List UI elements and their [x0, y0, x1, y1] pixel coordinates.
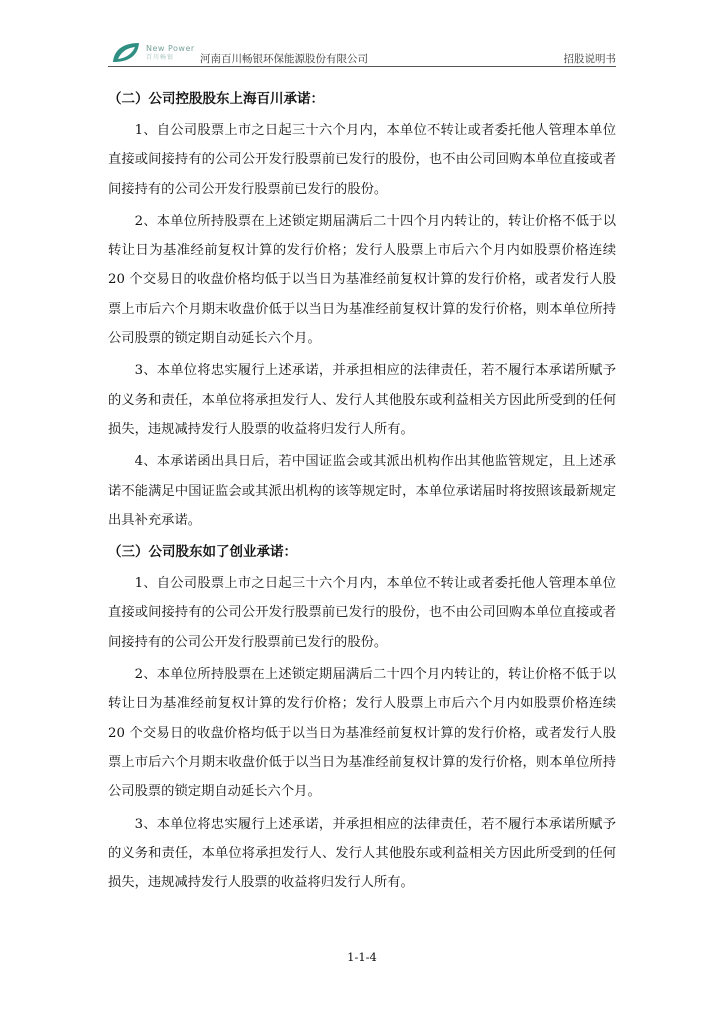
paragraph: 1、自公司股票上市之日起三十六个月内，本单位不转让或者委托他人管理本单位直接或间接持有的公司公开发行股票前已发行的股份，也不由公司回购本单位直接或者间接持有的公司公开发行股票前已发行的股份。 — [108, 576, 616, 650]
logo-text: New Power — [146, 44, 195, 53]
paragraph: 2、本单位所持股票在上述锁定期届满后二十四个月内转让的，转让价格不低于以转让日为基准经前复权计算的发行价格；发行人股票上市后六个月内如股票价格连续 20 个交易日的收盘价格均低于以当日为基准经前复权计算的发行价格，或者发行人股票上市后六个月期末收盘价低于以当日为基准经前复权计算的发行价格，则本单位所持公司股票的锁定期自动延长六个月。 — [108, 213, 616, 347]
paragraph: 3、本单位将忠实履行上述承诺，并承担相应的法律责任，若不履行本承诺所赋予的义务和责任，本单位将承担发行人、发行人其他股东或利益相关方因此所受到的任何损失，违规减持发行人股票的收益将归发行人所有。 — [108, 363, 616, 437]
company-name: 河南百川畅银环保能源股份有限公司 — [200, 53, 368, 65]
paragraph: 1、自公司股票上市之日起三十六个月内，本单位不转让或者委托他人管理本单位直接或间接持有的公司公开发行股票前已发行的股份，也不由公司回购本单位直接或者间接持有的公司公开发行股票前已发行的股份。 — [108, 123, 616, 197]
paragraph: 2、本单位所持股票在上述锁定期届满后二十四个月内转让的，转让价格不低于以转让日为基准经前复权计算的发行价格；发行人股票上市后六个月内如股票价格连续 20 个交易日的收盘价格均低于以当日为基准经前复权计算的发行价格，或者发行人股票上市后六个月期末收盘价低于以当日为基准经前复权计算的发行价格，则本单位所持公司股票的锁定期自动延长六个月。 — [108, 667, 616, 800]
page-header — [108, 40, 616, 68]
section-heading: （二）公司控股股东上海百川承诺： — [108, 91, 324, 107]
section-heading: （三）公司股东如了创业承诺： — [108, 544, 297, 561]
page-number: 1-1-4 — [347, 950, 377, 964]
logo-subtext: 百川畅银 — [146, 54, 175, 61]
paragraph: 3、本单位将忠实履行上述承诺，并承担相应的法律责任，若不履行本承诺所赋予的义务和责任，本单位将承担发行人、发行人其他股东或利益相关方因此所受到的任何损失，违规减持发行人股票的收益将归发行人所有。 — [108, 816, 616, 891]
header-divider — [108, 66, 616, 67]
document-type: 招股说明书 — [563, 53, 616, 65]
paragraph: 4、本承诺函出具日后，若中国证监会或其派出机构作出其他监管规定，且上述承诺不能满足中国证监会或其派出机构的该等规定时，本单位承诺届时将按照该最新规定出具补充承诺。 — [108, 454, 616, 528]
new-power-logo-icon — [110, 41, 142, 65]
document-body — [108, 85, 616, 897]
